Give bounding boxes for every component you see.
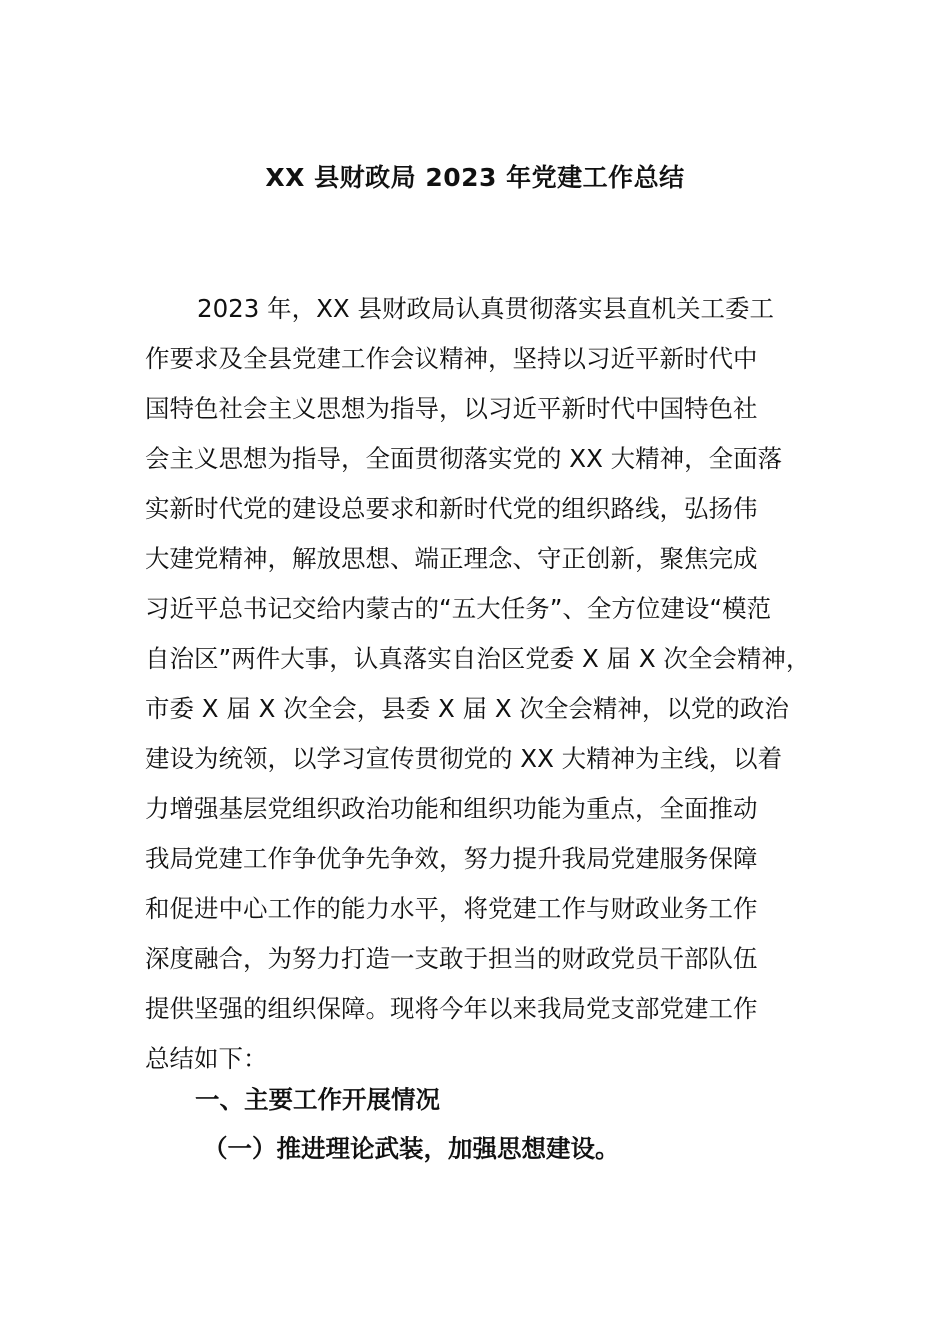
paragraph-line: 大建党精神，解放思想、端正理念、守正创新，聚焦完成	[145, 544, 758, 573]
paragraph-line: 提供坚强的组织保障。现将今年以来我局党支部党建工作	[145, 994, 758, 1023]
document-title: XX 县财政局 2023 年党建工作总结	[265, 163, 685, 192]
paragraph-line: 国特色社会主义思想为指导，以习近平新时代中国特色社	[145, 394, 758, 423]
section-heading: 一、主要工作开展情况	[195, 1085, 440, 1114]
paragraph-line: 我局党建工作争优争先争效，努力提升我局党建服务保障	[145, 844, 758, 873]
paragraph-line: 和促进中心工作的能力水平，将党建工作与财政业务工作	[145, 894, 758, 923]
paragraph-line: 习近平总书记交给内蒙古的“五大任务”、全方位建设“模范	[145, 594, 772, 623]
paragraph-line: 深度融合，为努力打造一支敢于担当的财政党员干部队伍	[145, 944, 758, 973]
paragraph-line: 实新时代党的建设总要求和新时代党的组织路线，弘扬伟	[145, 494, 758, 523]
paragraph-line: 作要求及全县党建工作会议精神，坚持以习近平新时代中	[145, 344, 758, 373]
paragraph-line: 2023 年，XX 县财政局认真贯彻落实县直机关工委工	[197, 294, 774, 323]
paragraph-line: 自治区”两件大事，认真落实自治区党委 X 届 X 次全会精神，	[145, 644, 811, 673]
paragraph-line: 总结如下：	[145, 1044, 268, 1073]
paragraph-line: 力增强基层党组织政治功能和组织功能为重点，全面推动	[145, 794, 758, 823]
paragraph-line: 建设为统领，以学习宣传贯彻党的 XX 大精神为主线，以着	[145, 744, 783, 773]
subsection-heading: （一）推进理论武装，加强思想建设。	[203, 1134, 620, 1163]
paragraph-line: 会主义思想为指导，全面贯彻落实党的 XX 大精神，全面落	[145, 444, 783, 473]
intro-paragraph	[145, 284, 810, 1084]
paragraph-line: 市委 X 届 X 次全会，县委 X 届 X 次全会精神，以党的政治	[145, 694, 789, 723]
